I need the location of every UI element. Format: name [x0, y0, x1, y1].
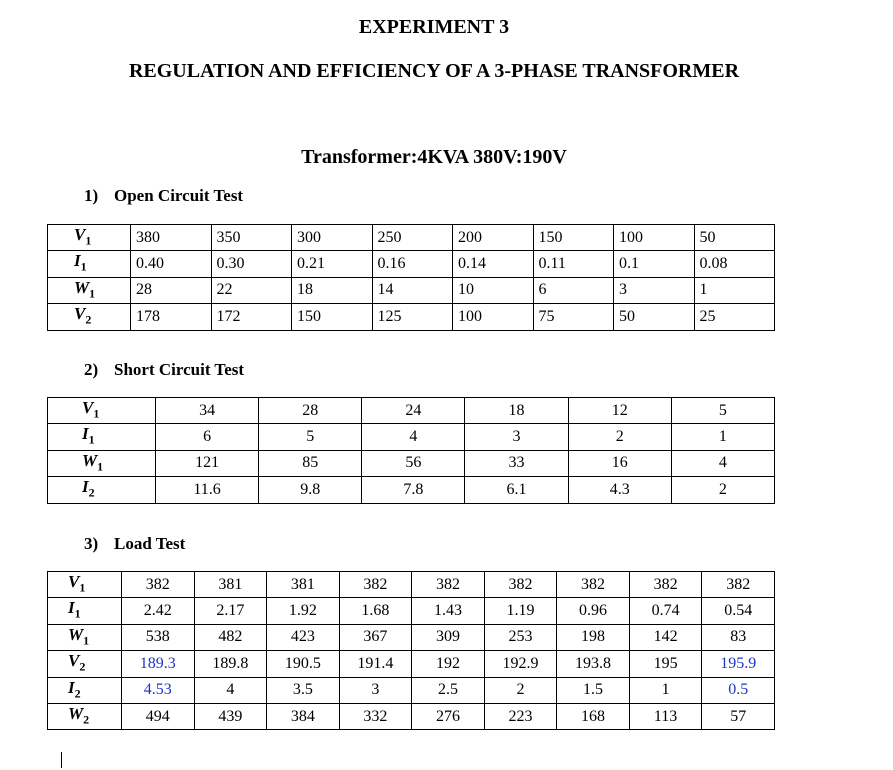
- table-cell: 4.53: [122, 677, 195, 703]
- table-cell: 56: [362, 450, 465, 476]
- table-cell: 223: [484, 703, 557, 729]
- quantity-subscript: 2: [83, 712, 90, 727]
- open-circuit-table: [47, 224, 775, 331]
- table-row: [48, 398, 775, 424]
- table-cell: 381: [267, 572, 340, 598]
- section-title: Load Test: [114, 534, 186, 553]
- table-cell: 195.9: [702, 651, 775, 677]
- table-cell: 367: [339, 624, 412, 650]
- table-cell: 0.40: [131, 251, 212, 277]
- table-cell: 0.16: [372, 251, 453, 277]
- table-row: [48, 304, 775, 330]
- row-label: [48, 572, 122, 598]
- row-label: [48, 703, 122, 729]
- table-cell: 0.30: [211, 251, 292, 277]
- table-cell: 189.8: [194, 651, 267, 677]
- table-cell: 22: [211, 277, 292, 303]
- quantity-symbol: I: [68, 598, 75, 618]
- table-cell: 2.17: [194, 598, 267, 624]
- table-row: [48, 251, 775, 277]
- table-cell: 5: [671, 398, 774, 424]
- table-cell: 0.54: [702, 598, 775, 624]
- table-cell: 381: [194, 572, 267, 598]
- quantity-symbol: W: [74, 277, 90, 297]
- table-cell: 150: [533, 225, 614, 251]
- table-row: [48, 598, 775, 624]
- table-row: [48, 277, 775, 303]
- table-cell: 382: [339, 572, 412, 598]
- section-title: Open Circuit Test: [114, 186, 244, 205]
- quantity-subscript: 1: [79, 580, 86, 595]
- table-cell: 10: [453, 277, 534, 303]
- quantity-subscript: 2: [85, 312, 92, 327]
- table-cell: 121: [156, 450, 259, 476]
- table-cell: 12: [568, 398, 671, 424]
- table-cell: 1: [671, 424, 774, 450]
- table-cell: 0.5: [702, 677, 775, 703]
- table-cell: 34: [156, 398, 259, 424]
- table-cell: 3: [465, 424, 568, 450]
- table-cell: 18: [292, 277, 373, 303]
- table-cell: 150: [292, 304, 373, 330]
- table-cell: 25: [694, 304, 775, 330]
- table-cell: 2.5: [412, 677, 485, 703]
- quantity-symbol: I: [82, 477, 89, 497]
- quantity-symbol: V: [68, 572, 80, 591]
- table-cell: 33: [465, 450, 568, 476]
- table-cell: 2: [484, 677, 557, 703]
- table-cell: 85: [259, 450, 362, 476]
- table-cell: 0.21: [292, 251, 373, 277]
- table-cell: 1.19: [484, 598, 557, 624]
- table-cell: 382: [122, 572, 195, 598]
- quantity-symbol: I: [74, 251, 81, 271]
- table-cell: 3.5: [267, 677, 340, 703]
- load-test-table: [47, 571, 775, 730]
- table-cell: 3: [614, 277, 695, 303]
- table-cell: 0.14: [453, 251, 534, 277]
- table-row: [48, 651, 775, 677]
- table-cell: 0.1: [614, 251, 695, 277]
- table-cell: 276: [412, 703, 485, 729]
- table-cell: 6: [533, 277, 614, 303]
- table-row: [48, 225, 775, 251]
- table-cell: 380: [131, 225, 212, 251]
- table-cell: 192: [412, 651, 485, 677]
- table-cell: 382: [702, 572, 775, 598]
- table-cell: 482: [194, 624, 267, 650]
- table-cell: 6: [156, 424, 259, 450]
- table-cell: 18: [465, 398, 568, 424]
- quantity-subscript: 2: [88, 485, 95, 500]
- table-row: [48, 450, 775, 476]
- table-row: [48, 677, 775, 703]
- row-label: [48, 277, 131, 303]
- quantity-symbol: W: [68, 703, 84, 723]
- quantity-symbol: V: [74, 304, 86, 324]
- table-cell: 3: [339, 677, 412, 703]
- quantity-subscript: 1: [89, 286, 96, 301]
- quantity-subscript: 1: [97, 459, 104, 474]
- table-cell: 189.3: [122, 651, 195, 677]
- table-cell: 7.8: [362, 477, 465, 503]
- row-label: [48, 651, 122, 677]
- table-cell: 100: [453, 304, 534, 330]
- table-cell: 57: [702, 703, 775, 729]
- row-label: [48, 598, 122, 624]
- table-cell: 0.96: [557, 598, 630, 624]
- row-label: [48, 677, 122, 703]
- table-cell: 11.6: [156, 477, 259, 503]
- quantity-subscript: 1: [85, 233, 92, 248]
- document-subtitle: REGULATION AND EFFICIENCY OF A 3-PHASE TRANSFORMER: [128, 60, 740, 82]
- table-cell: 4.3: [568, 477, 671, 503]
- table-cell: 382: [412, 572, 485, 598]
- section-heading-open-circuit: [84, 186, 243, 206]
- text-cursor: [61, 752, 62, 768]
- table-cell: 168: [557, 703, 630, 729]
- quantity-subscript: 1: [93, 406, 100, 421]
- table-cell: 50: [614, 304, 695, 330]
- table-cell: 5: [259, 424, 362, 450]
- table-cell: 439: [194, 703, 267, 729]
- quantity-subscript: 1: [80, 259, 87, 274]
- table-cell: 2.42: [122, 598, 195, 624]
- quantity-symbol: V: [68, 651, 80, 671]
- table-cell: 300: [292, 225, 373, 251]
- table-cell: 113: [629, 703, 702, 729]
- table-cell: 191.4: [339, 651, 412, 677]
- table-cell: 14: [372, 277, 453, 303]
- table-cell: 1.43: [412, 598, 485, 624]
- short-circuit-table: [47, 397, 775, 504]
- section-heading-short-circuit: [84, 360, 244, 380]
- document-title: EXPERIMENT 3: [358, 16, 510, 38]
- table-cell: 0.11: [533, 251, 614, 277]
- table-cell: 83: [702, 624, 775, 650]
- table-row: [48, 424, 775, 450]
- table-row: [48, 703, 775, 729]
- row-label: [48, 424, 156, 450]
- row-label: [48, 624, 122, 650]
- table-cell: 75: [533, 304, 614, 330]
- quantity-symbol: W: [82, 450, 98, 470]
- section-title: Short Circuit Test: [114, 360, 245, 379]
- quantity-subscript: 1: [74, 606, 81, 621]
- table-cell: 190.5: [267, 651, 340, 677]
- table-cell: 2: [568, 424, 671, 450]
- table-cell: 195: [629, 651, 702, 677]
- quantity-symbol: V: [82, 398, 94, 417]
- table-row: [48, 572, 775, 598]
- section-number: 2): [84, 360, 99, 379]
- table-row: [48, 477, 775, 503]
- quantity-symbol: I: [68, 677, 75, 697]
- table-cell: 24: [362, 398, 465, 424]
- row-label: [48, 304, 131, 330]
- table-cell: 192.9: [484, 651, 557, 677]
- table-cell: 198: [557, 624, 630, 650]
- section-heading-load-test: [84, 534, 185, 554]
- quantity-subscript: 2: [74, 685, 81, 700]
- quantity-subscript: 1: [83, 633, 90, 648]
- table-cell: 9.8: [259, 477, 362, 503]
- table-cell: 1.68: [339, 598, 412, 624]
- table-cell: 16: [568, 450, 671, 476]
- table-cell: 178: [131, 304, 212, 330]
- quantity-subscript: 1: [88, 432, 95, 447]
- table-cell: 28: [131, 277, 212, 303]
- table-cell: 538: [122, 624, 195, 650]
- table-cell: 6.1: [465, 477, 568, 503]
- table-cell: 1.5: [557, 677, 630, 703]
- table-cell: 172: [211, 304, 292, 330]
- quantity-symbol: W: [68, 624, 84, 644]
- row-label: [48, 251, 131, 277]
- table-row: [48, 624, 775, 650]
- row-label: [48, 225, 131, 251]
- table-cell: 142: [629, 624, 702, 650]
- table-cell: 4: [194, 677, 267, 703]
- table-cell: 384: [267, 703, 340, 729]
- row-label: [48, 477, 156, 503]
- row-label: [48, 398, 156, 424]
- table-cell: 382: [557, 572, 630, 598]
- section-number: 1): [84, 186, 99, 205]
- table-cell: 0.08: [694, 251, 775, 277]
- quantity-subscript: 2: [79, 659, 86, 674]
- table-cell: 2: [671, 477, 774, 503]
- transformer-rating: Transformer:4KVA 380V:190V: [301, 146, 567, 168]
- table-cell: 0.74: [629, 598, 702, 624]
- table-cell: 1.92: [267, 598, 340, 624]
- section-number: 3): [84, 534, 99, 553]
- table-cell: 1: [629, 677, 702, 703]
- table-cell: 4: [362, 424, 465, 450]
- row-label: [48, 450, 156, 476]
- table-cell: 100: [614, 225, 695, 251]
- table-cell: 193.8: [557, 651, 630, 677]
- table-cell: 250: [372, 225, 453, 251]
- table-cell: 332: [339, 703, 412, 729]
- table-cell: 50: [694, 225, 775, 251]
- table-cell: 423: [267, 624, 340, 650]
- table-cell: 382: [484, 572, 557, 598]
- table-cell: 200: [453, 225, 534, 251]
- quantity-symbol: V: [74, 225, 86, 244]
- table-cell: 494: [122, 703, 195, 729]
- table-cell: 1: [694, 277, 775, 303]
- table-cell: 309: [412, 624, 485, 650]
- table-cell: 382: [629, 572, 702, 598]
- table-cell: 350: [211, 225, 292, 251]
- table-cell: 125: [372, 304, 453, 330]
- table-cell: 4: [671, 450, 774, 476]
- table-cell: 28: [259, 398, 362, 424]
- quantity-symbol: I: [82, 424, 89, 444]
- table-cell: 253: [484, 624, 557, 650]
